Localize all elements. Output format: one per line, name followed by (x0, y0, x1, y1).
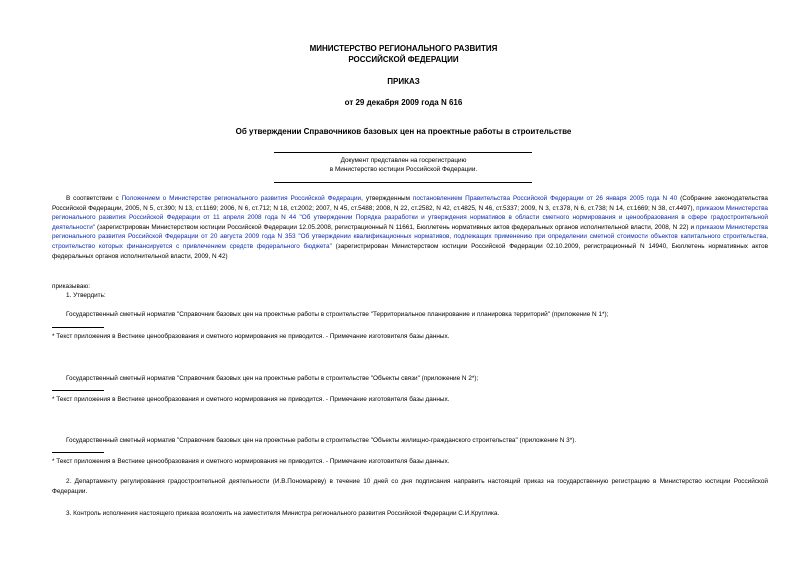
item-1: 1. Утвердить: (66, 292, 106, 299)
footnote-1: * Текст приложения в Вестнике ценообразования и сметного нормирования не приводится. - Примечание изготовителя базы данных. (52, 333, 450, 340)
divider-top (274, 152, 532, 153)
preamble-paragraph (52, 194, 768, 261)
norm-3: Государственный сметный норматив "Справочник базовых цен на проектные работы в строительстве "Объекты жилищно-гражданского строительства" (приложение N 3*). (66, 437, 577, 444)
preamble-text-4: (зарегистрирован Министерством юстиции Российской Федерации 12.05.2008, регистрационный N 11661, Бюллетень нормативных актов федеральных органов исполнительной власти, 2008, N 22) и (95, 223, 697, 231)
item-2: 2. Департаменту регулирования градостроительной деятельности (И.В.Пономареву) в течение 10 дней со дня подписания направить настоящий приказ на государственную регистрацию в Министерство юстиции Российской Федерации. (52, 478, 768, 495)
footnote-rule-3 (52, 452, 104, 453)
link-order-353[interactable]: приказом Министерства регионального развития Российской Федерации от 20 августа 2009 года N 353 "Об утверждении квалификационных нормативов, подлежащих применению при определении сметной стоимости объектов капитального строительства, строительство которых финансируется с привлечением средств федерального бюджета" (52, 223, 768, 250)
registration-note-line1: Документ представлен на госрегистрацию (340, 157, 467, 164)
footnote-3: * Текст приложения в Вестнике ценообразования и сметного нормирования не приводится. - Примечание изготовителя базы данных. (52, 458, 450, 465)
document-type: ПРИКАЗ (387, 77, 420, 86)
link-government-decree[interactable]: постановлением Правительства Российской Федерации от 26 января 2005 года N 40 (412, 195, 678, 202)
ministry-name-line1: МИНИСТЕРСТВО РЕГИОНАЛЬНОГО РАЗВИТИЯ (309, 44, 498, 53)
preamble-text-5: (зарегистрирован Министерством юстиции Российской Федерации 02.10.2009, регистрационный N 14940, Бюллетень нормативных актов федеральных органов исполнительной власти, 2009, N 42) (52, 242, 769, 260)
document-date-number: от 29 декабря 2009 года N 616 (344, 98, 463, 107)
footnote-rule-1 (52, 327, 104, 328)
footnote-rule-2 (52, 390, 104, 391)
footnote-2: * Текст приложения в Вестнике ценообразования и сметного нормирования не приводится. - Примечание изготовителя базы данных. (52, 396, 450, 403)
norm-2: Государственный сметный норматив "Справочник базовых цен на проектные работы в строительстве "Объекты связи" (приложение N 2*); (66, 375, 479, 382)
item-3: 3. Контроль исполнения настоящего приказа возложить на заместителя Министра регионального развития Российской Федерации С.И.Круглика. (66, 510, 500, 517)
ministry-name-line2: РОССИЙСКОЙ ФЕДЕРАЦИИ (348, 55, 459, 64)
preamble-text-1: В соответствии с (66, 195, 122, 202)
link-ministry-regulation[interactable]: Положением о Министерстве регионального развития Российской Федерации (121, 195, 362, 202)
registration-note-line2: в Министерство юстиции Российской Федерации. (329, 166, 478, 173)
preamble-text-3: (Собрание законодательства Российской Федерации, 2005, N 5, ст.390; N 13, ст.1169; 2006, N 6, ст.712; N 18, ст.2002; 2007, N 45, ст.5488; 2008, N 22, ст.2582, N 42, ст.4825, N 46, ст.5337; 2009, N 3, ст.378, N 6, ст.738; N 14, ст.1669; N 38, ст.4497), (52, 195, 768, 212)
divider-bottom (274, 182, 532, 183)
norm-1: Государственный сметный норматив "Справочник базовых цен на проектные работы в строительстве "Территориальное планирование и планировка территорий" (приложение N 1*); (66, 311, 609, 318)
preamble-text-2: , утвержденным (361, 195, 413, 202)
link-order-44[interactable]: приказом Министерства регионального развития Российской Федерации от 11 апреля 2008 года N 44 "Об утверждении Порядка разработки и утверждения нормативов в области сметного нормирования и ценообразования в сфере градостроительной деятельности" (52, 204, 768, 231)
document-title: Об утверждении Справочников базовых цен на проектные работы в строительстве (235, 127, 572, 136)
order-word: приказываю: (52, 283, 90, 290)
